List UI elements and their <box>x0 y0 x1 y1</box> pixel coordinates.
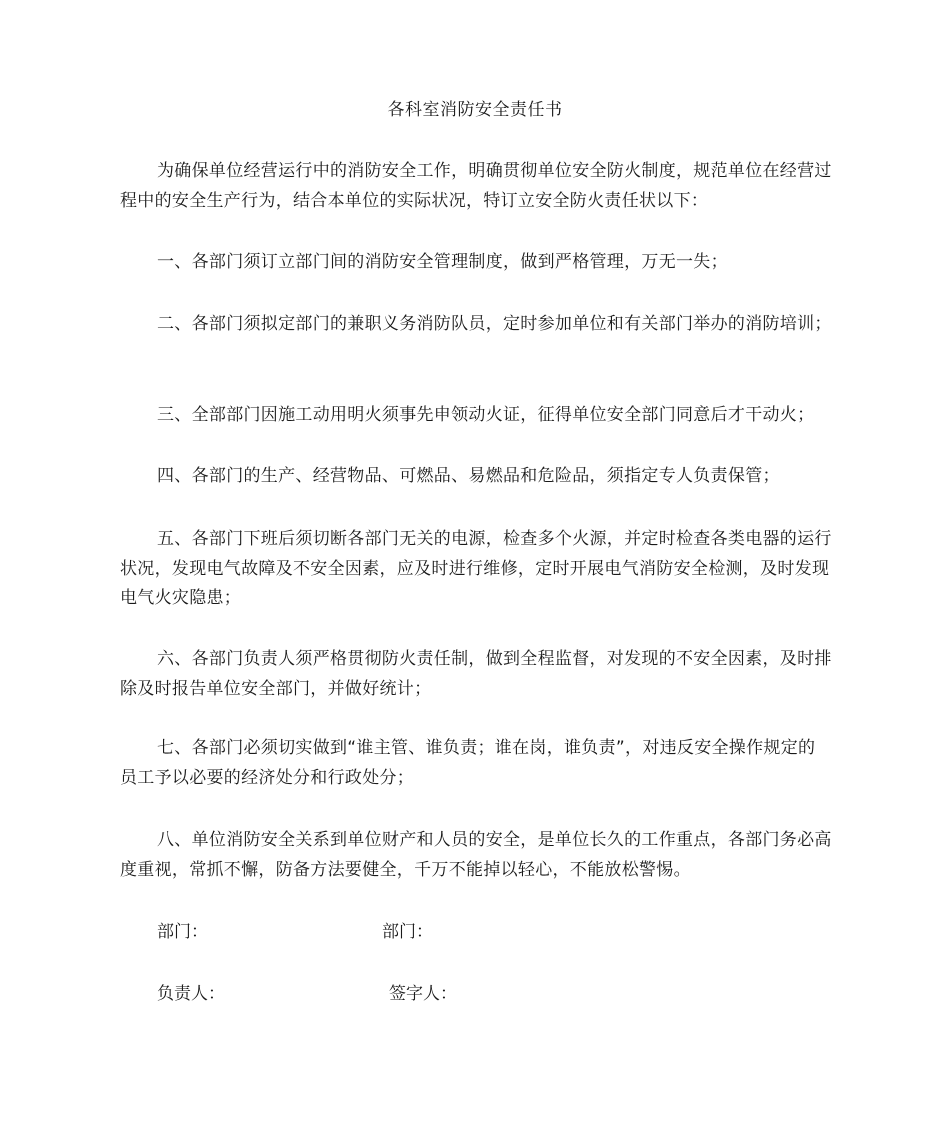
clause-7: 七、各部门必须切实做到“谁主管、谁负责；谁在岗，谁负责”，对违反安全操作规定的员工予以必要的经济处分和行政处分； <box>120 738 816 788</box>
signature-left-person-label: 负责人： <box>157 984 225 1004</box>
clause-2: 二、各部门须拟定部门的兼职义务消防队员，定时参加单位和有关部门举办的消防培训； <box>157 314 832 334</box>
intro-paragraph: 为确保单位经营运行中的消防安全工作，明确贯彻单位安全防火制度，规范单位在经营过程中的安全生产行为，结合本单位的实际状况，特订立安全防火责任状以下： <box>120 161 832 211</box>
clause-8: 八、单位消防安全关系到单位财产和人员的安全，是单位长久的工作重点，各部门务必高度重视，常抓不懈，防备方法要健全，千万不能掉以轻心，不能放松警惕。 <box>120 830 832 880</box>
clause-5: 五、各部门下班后须切断各部门无关的电源，检查多个火源，并定时检查各类电器的运行状况，发现电气故障及不安全因素，应及时进行维修，定时开展电气消防安全检测，及时发现电气火灾隐患； <box>120 529 832 608</box>
signature-right-department-label: 部门： <box>382 922 433 942</box>
signature-right-person-label: 签字人： <box>389 984 457 1004</box>
document-title: 各科室消防安全责任书 <box>387 100 563 120</box>
clause-3: 三、全部部门因施工动用明火须事先申领动火证，征得单位安全部门同意后才干动火； <box>157 405 815 425</box>
clause-6: 六、各部门负责人须严格贯彻防火责任制，做到全程监督，对发现的不安全因素，及时排除及时报告单位安全部门，并做好统计； <box>120 649 832 699</box>
signature-left-department-label: 部门： <box>157 922 208 942</box>
clause-4: 四、各部门的生产、经营物品、可燃品、易燃品和危险品，须指定专人负责保管； <box>157 466 780 486</box>
clause-1: 一、各部门须订立部门间的消防安全管理制度，做到严格管理，万无一失； <box>157 252 728 272</box>
